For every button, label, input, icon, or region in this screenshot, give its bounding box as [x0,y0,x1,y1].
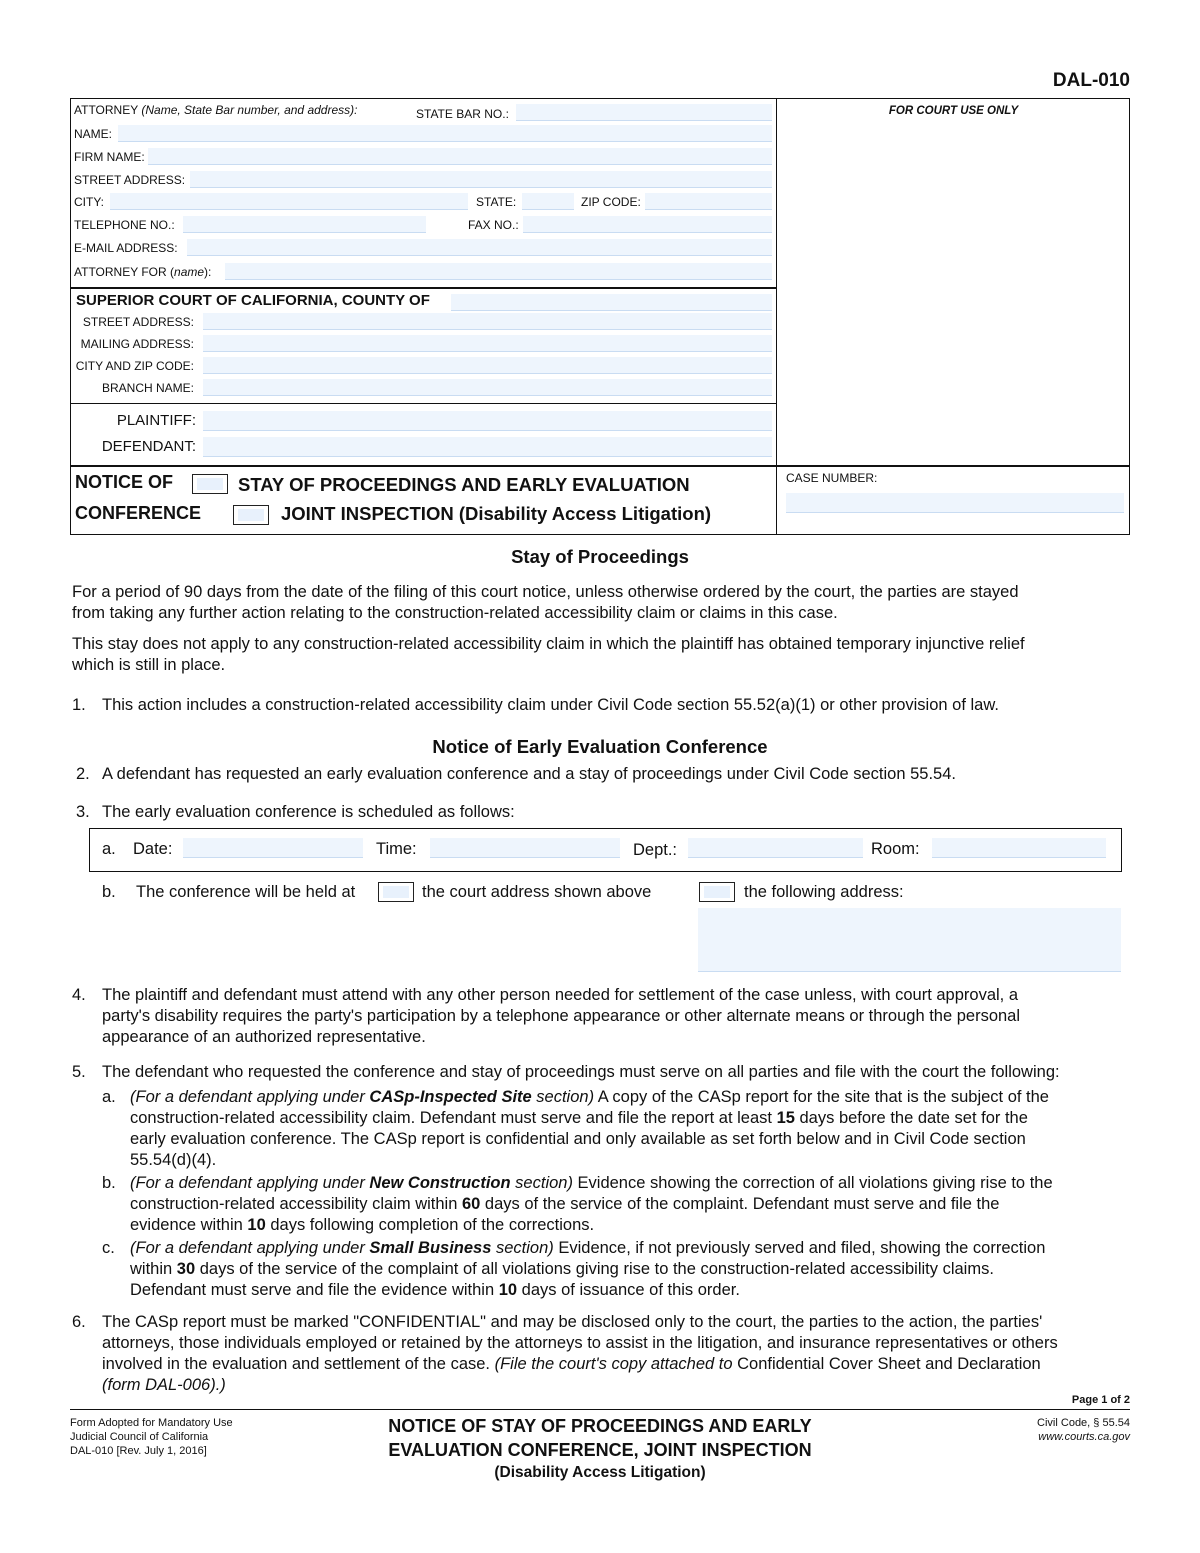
stay-para1-line2: from taking any further action relating to the construction-related accessibility claim or claims in this case. [72,604,838,622]
city-field[interactable] [110,193,468,210]
court-branch-label: BRANCH NAME: [101,381,194,395]
following-address-field[interactable] [698,908,1121,972]
case-number-label: CASE NUMBER: [786,471,878,485]
footer-rule [70,1409,1130,1410]
court-heading: SUPERIOR COURT OF CALIFORNIA, COUNTY OF [76,292,430,309]
court-use-label: FOR COURT USE ONLY [888,105,1019,117]
footer-title-line3: (Disability Access Litigation) [494,1464,706,1481]
following-address-checkbox[interactable] [699,882,735,902]
date-field[interactable] [183,838,363,858]
item5a-line2-end: days before the date set for the [794,1109,1028,1127]
stay-option-label: STAY OF PROCEEDINGS AND EARLY EVALUATION [238,474,690,495]
footer-title-line1: NOTICE OF STAY OF PROCEEDINGS AND EARLY [388,1416,812,1436]
case-number-field[interactable] [786,493,1124,513]
item5a-number: a. [102,1088,116,1106]
early-heading: Notice of Early Evaluation Conference [432,736,768,757]
court-city-zip-field[interactable] [203,357,772,374]
name-field[interactable] [118,125,772,142]
court-mailing-field[interactable] [203,335,772,352]
item1-text: This action includes a construction-related accessibility claim under Civil Code section 55.52(a)(1) or other provision of law. [102,696,999,714]
item5b-line2-start: construction-related accessibility claim within [130,1195,462,1213]
item5c-days-10: 10 [498,1281,518,1299]
item5c-italic-tail: section) [491,1239,554,1257]
court-mailing-label: MAILING ADDRESS: [80,337,194,351]
item5c-line3-end: days of issuance of this order. [517,1281,740,1299]
following-address-label: the following address: [744,883,904,901]
stay-heading: Stay of Proceedings [511,546,689,567]
item5c-line1 [130,1238,1045,1259]
held-at-label: The conference will be held at [136,883,356,901]
time-field[interactable] [430,838,620,858]
notice-of-label: NOTICE OF [75,472,173,492]
item5b-line1 [130,1173,1053,1194]
court-branch-field[interactable] [203,379,772,396]
item5b-line3-start: evidence within [130,1216,248,1234]
time-label: Time: [376,840,417,858]
item5-text: The defendant who requested the conference and stay of proceedings must serve on all parties and file with the court the following: [102,1063,1060,1081]
date-label: Date: [133,840,173,858]
conference-label: CONFERENCE [75,503,202,523]
dept-label: Dept.: [633,841,678,859]
item5c-days-30: 30 [176,1260,196,1278]
footer-title-line2: EVALUATION CONFERENCE, JOINT INSPECTION [388,1440,812,1460]
title-divider [70,465,1130,467]
attorney-for-text: ATTORNEY FOR ( [74,265,175,279]
attorney-for-field[interactable] [225,263,772,280]
item4-number: 4. [72,986,86,1004]
footer-left-line2: Judicial Council of California [70,1431,209,1443]
court-divider [70,287,777,289]
item5a-line1 [130,1087,1049,1108]
item5a-section-name: CASp-Inspected Site [369,1088,532,1106]
attorney-for-end: ): [204,265,212,279]
item6-line3-start: involved in the evaluation and settlement of the case. [102,1355,495,1373]
defendant-field[interactable] [203,437,772,457]
item5-number: 5. [72,1063,86,1081]
defendant-label: DEFENDANT: [101,438,196,455]
attorney-for-label [74,265,211,279]
item6-line3-end: Confidential Cover Sheet and Declaration [732,1355,1041,1373]
room-label: Room: [871,840,920,858]
city-label: CITY: [74,195,105,209]
item5a-line4: 55.54(d)(4). [130,1151,217,1169]
item4-line1: The plaintiff and defendant must attend with any other person needed for settlement of the case unless, with court approval, a [102,986,1019,1004]
state-label: STATE: [476,195,517,209]
item5c-text: Evidence, if not previously served and filed, showing the correction [553,1239,1046,1257]
joint-option-label: JOINT INSPECTION (Disability Access Litigation) [281,503,712,524]
item4-line3: appearance of an authorized representative. [102,1028,426,1046]
stay-checkbox[interactable] [192,474,228,494]
item5c-italic-lead: (For a defendant applying under [130,1239,370,1257]
county-field[interactable] [451,294,772,311]
item6-line2: attorneys, those individuals employed or retained by the attorneys to assist in the litigation, and insurance representatives or others [102,1334,1058,1352]
item3-number: 3. [76,803,90,821]
name-label: NAME: [74,127,113,141]
stay-para2-line2: which is still in place. [72,656,226,674]
item5a-days-15: 15 [776,1109,795,1127]
item5a-italic-lead: (For a defendant applying under [130,1088,370,1106]
item6-line3 [102,1354,1041,1375]
caption-vertical-divider [776,98,777,535]
attorney-label-text: ATTORNEY [74,103,139,117]
attorney-label [74,103,357,117]
item6-number: 6. [72,1313,86,1331]
schedule-a-label: a. [102,840,116,858]
item5b-days-60: 60 [461,1195,481,1213]
item5c-line2-end: days of the service of the complaint of all violations giving rise to the construction-related accessibility claims. [195,1260,994,1278]
street-address-label: STREET ADDRESS: [74,173,186,187]
item5a-italic-tail: section) [531,1088,595,1106]
telephone-field[interactable] [183,216,426,233]
court-street-label: STREET ADDRESS: [82,315,194,329]
item5b-italic-lead: (For a defendant applying under [130,1174,370,1192]
zip-code-field[interactable] [645,193,772,210]
item5c-line3 [130,1280,740,1301]
stay-para2-line1: This stay does not apply to any construction-related accessibility claim in which the plaintiff has obtained temporary injunctive relief [72,635,1025,653]
firm-name-field[interactable] [148,148,772,165]
item5c-line3-start: Defendant must serve and file the evidence within [130,1281,499,1299]
form-id: DAL-010 [1052,70,1130,91]
item6-form-ref: (form DAL-006).) [102,1376,226,1394]
dept-field[interactable] [688,838,863,858]
item5a-line2-start: construction-related accessibility claim. Defendant must serve and file the report at least [130,1109,777,1127]
room-field[interactable] [932,838,1106,858]
item5b-days-10: 10 [247,1216,266,1234]
state-bar-field[interactable] [516,104,772,121]
item6-line3-italic: (File the court's copy attached to [494,1355,733,1373]
item4-line2: party's disability requires the party's participation by a telephone appearance or other alternate means or through the personal [102,1007,1021,1025]
state-bar-label: STATE BAR NO.: [416,107,509,121]
attorney-for-name-note: name [174,265,205,279]
item5c-number: c. [102,1239,115,1257]
footer-website-link[interactable]: www.courts.ca.gov [1038,1431,1130,1443]
item6-line1: The CASp report must be marked "CONFIDENTIAL" and may be disclosed only to the court, the parties to the action, the parties' [102,1313,1043,1331]
firm-name-label: FIRM NAME: [74,150,145,164]
email-label: E-MAIL ADDRESS: [74,241,178,255]
telephone-label: TELEPHONE NO.: [74,218,175,232]
item6-line4 [102,1375,226,1396]
court-city-zip-label: CITY AND ZIP CODE: [75,359,194,373]
zip-code-label: ZIP CODE: [581,195,641,209]
schedule-b-label: b. [102,883,116,901]
item5c-line2-start: within [130,1260,177,1278]
item5b-line3 [130,1215,594,1236]
item5b-number: b. [102,1174,116,1192]
footer-left-line3: DAL-010 [Rev. July 1, 2016] [70,1445,207,1457]
plaintiff-field[interactable] [203,411,772,431]
plaintiff-label: PLAINTIFF: [116,412,196,429]
fax-label: FAX NO.: [468,218,519,232]
fax-field[interactable] [523,216,772,233]
parties-divider [70,403,777,404]
item5c-section-name: Small Business [369,1239,492,1257]
item5b-section-name: New Construction [369,1174,511,1192]
item5b-line3-end: days following completion of the corrections. [265,1216,595,1234]
footer-civil-code: Civil Code, § 55.54 [1037,1417,1130,1429]
item5b-italic-tail: section) [510,1174,573,1192]
court-address-checkbox[interactable] [378,882,414,902]
joint-inspection-checkbox[interactable] [233,505,269,525]
item3-text: The early evaluation conference is scheduled as follows: [102,803,515,821]
item5b-line2 [130,1194,999,1215]
item5a-line2 [130,1108,1028,1129]
court-address-label: the court address shown above [422,883,652,901]
state-field[interactable] [522,193,574,210]
item5a-line3: early evaluation conference. The CASp report is confidential and only available as set forth below and in Civil Code section [130,1130,1026,1148]
item5b-line2-end: days of the service of the complaint. Defendant must serve and file the [480,1195,1000,1213]
item2-number: 2. [76,765,90,783]
item5c-line2 [130,1259,994,1280]
item2-text: A defendant has requested an early evaluation conference and a stay of proceedings under Civil Code section 55.54. [102,765,956,783]
stay-para1-line1: For a period of 90 days from the date of the filing of this court notice, unless otherwise ordered by the court, the parties are stayed [72,583,1019,601]
attorney-label-note: (Name, State Bar number, and address): [141,103,358,117]
email-field[interactable] [187,239,772,256]
court-street-field[interactable] [203,313,772,330]
item5b-text: Evidence showing the correction of all violations giving rise to the [572,1174,1053,1192]
street-address-field[interactable] [190,171,772,188]
item1-number: 1. [72,696,86,714]
footer-left-line1: Form Adopted for Mandatory Use [70,1417,233,1429]
item5a-text: A copy of the CASp report for the site that is the subject of the [594,1088,1049,1106]
page-number: Page 1 of 2 [1071,1394,1130,1406]
